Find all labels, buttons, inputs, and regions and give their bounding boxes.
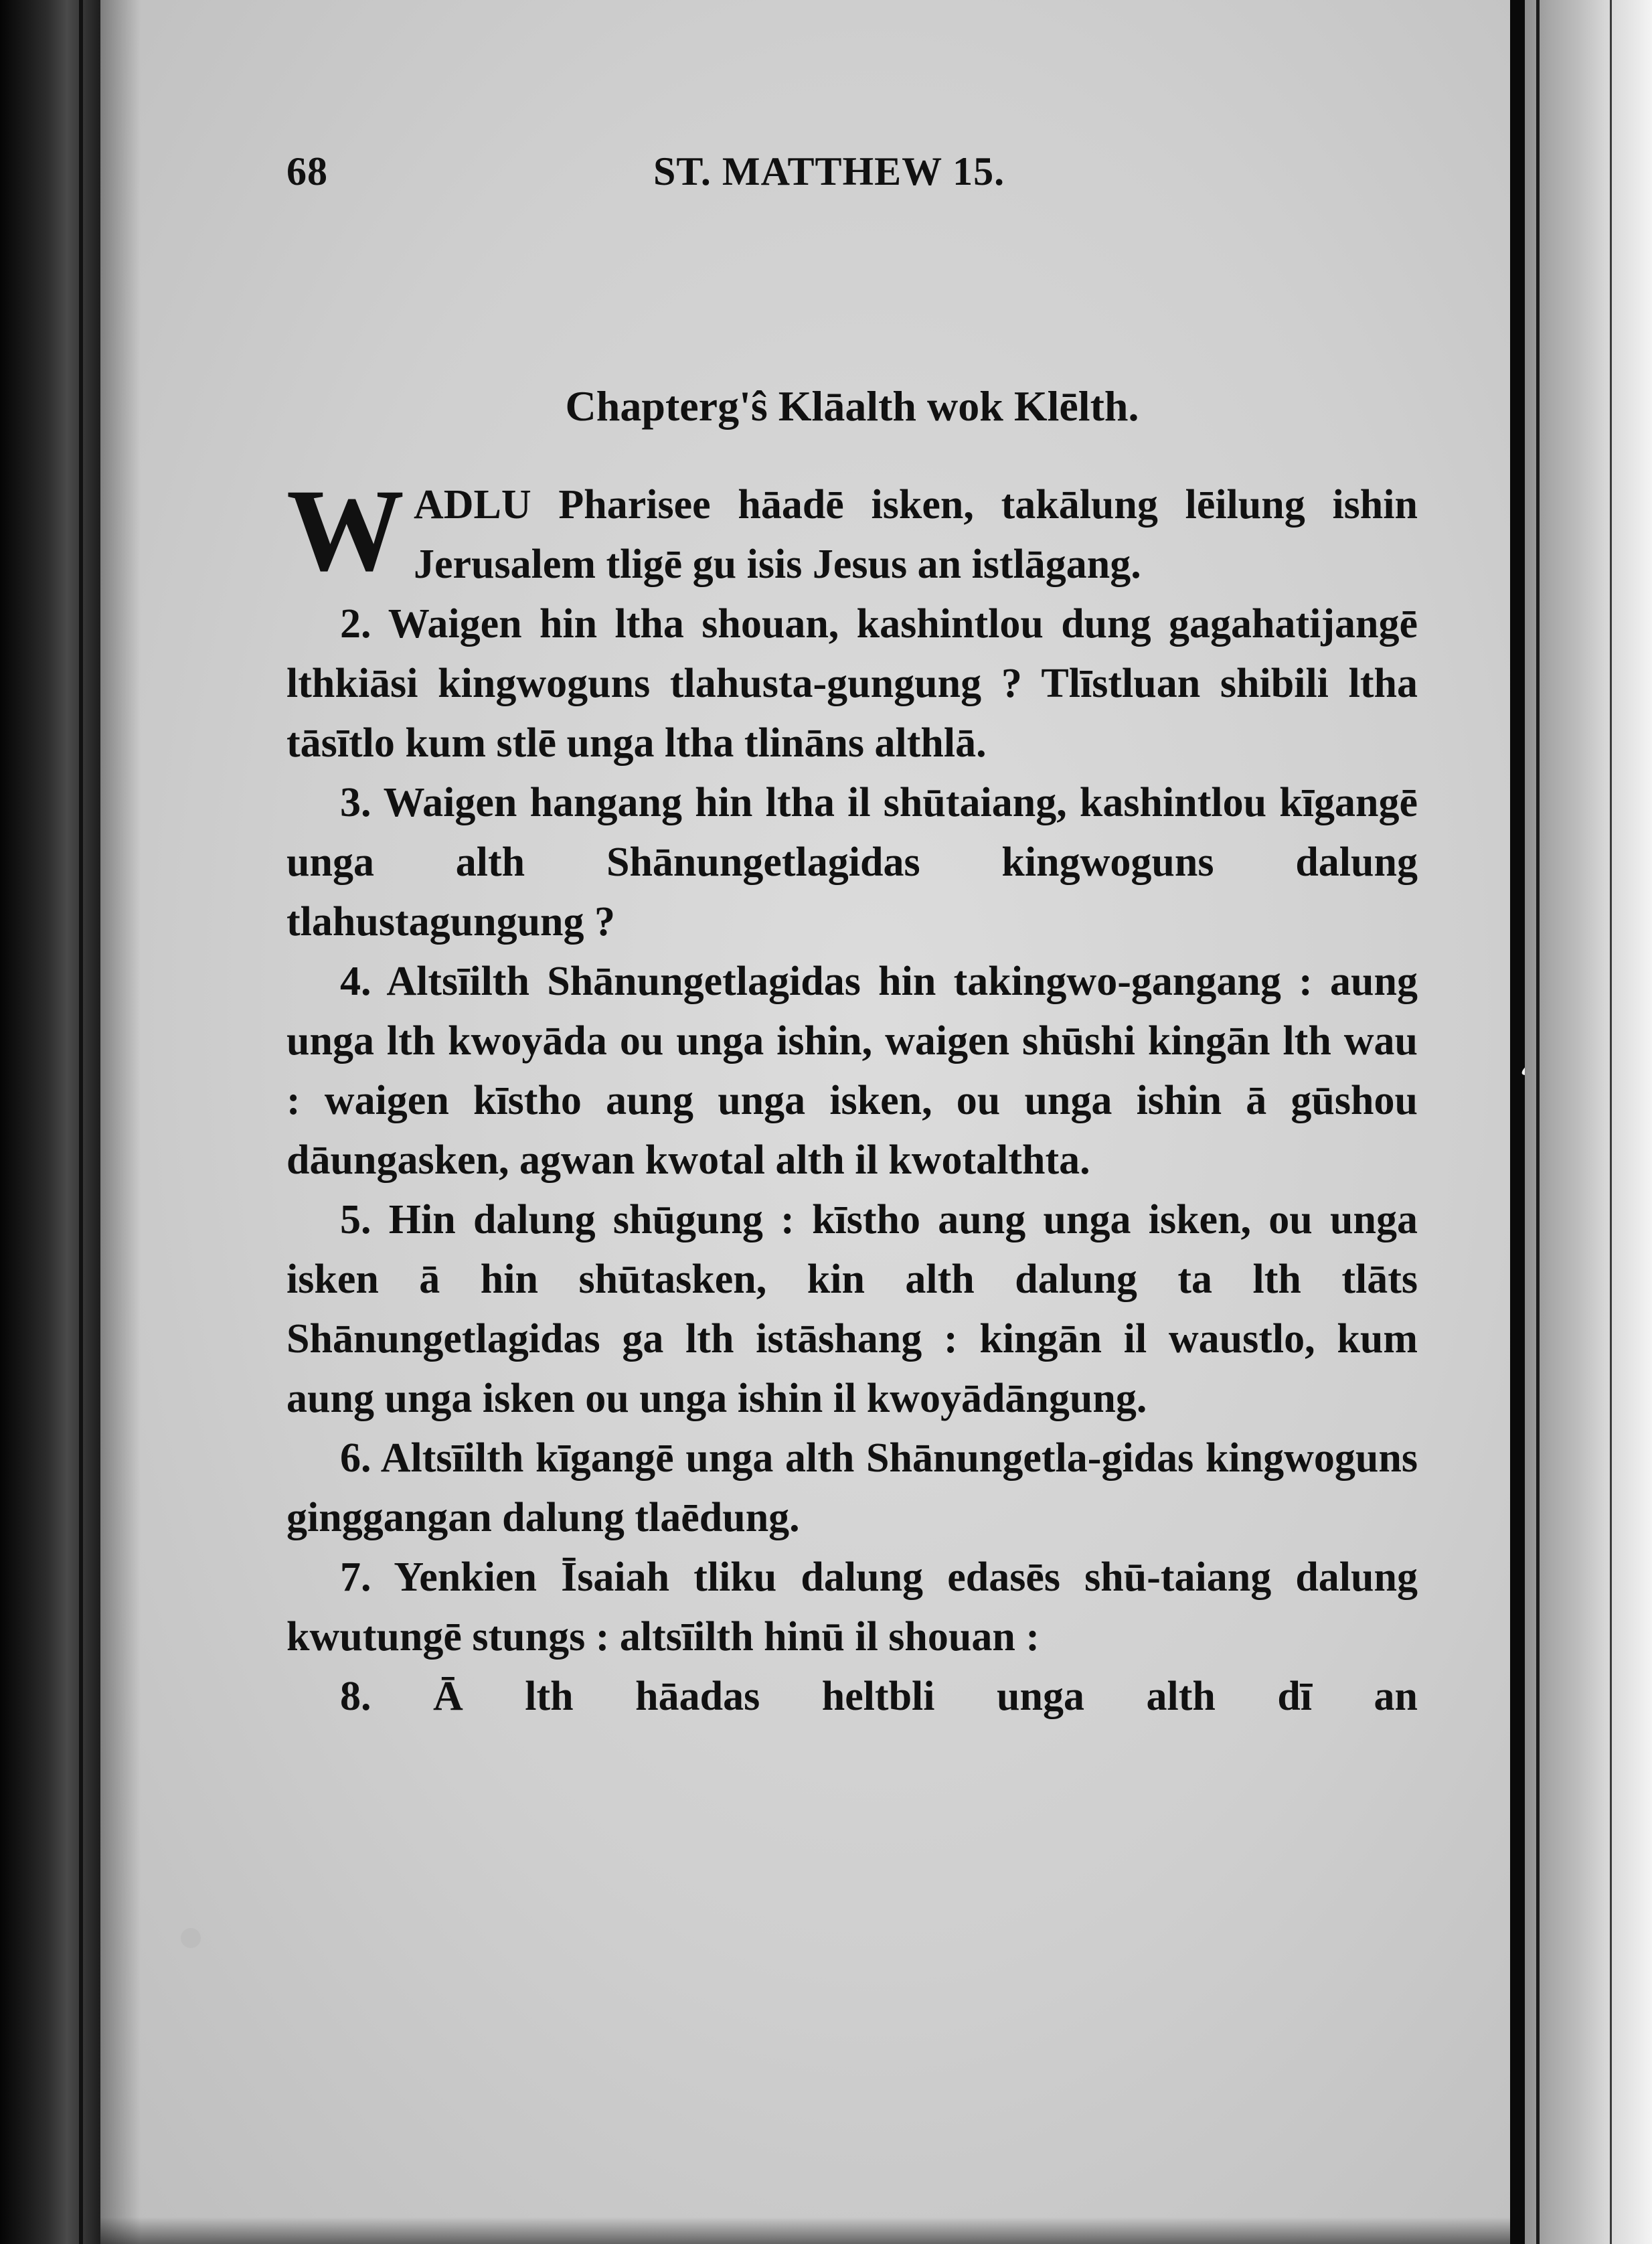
page-number: 68 [286,149,328,193]
verse-5 [286,1190,1418,1429]
bottom-shadow [100,2217,1510,2244]
verse-text: Yenkien Īsaiah tliku dalung edasēs shū-taiang dalung kwutungē stungs : altsīilth hinū il shouan : [286,1554,1418,1660]
verse-7 [286,1548,1418,1667]
book-binding [0,0,100,2244]
page-edge-line-outer [1610,0,1612,2244]
verse-3 [286,773,1418,952]
verse-text: Hin dalung shūgung : kīstho aung unga isken, ou unga isken ā hin shūtasken, kin alth dalung ta lth tlāts Shānungetlagidas ga lth istāshang : kingān il waustlo, kum aung unga isken ou unga ishin il kwoyādāngung. [286,1197,1418,1421]
verse-text: Waigen hin ltha shouan, kashintlou dung gagahatijangē lthkiāsi kingwoguns tlahusta-gungung ? Tlīstluan shibili ltha tāsītlo kum stlē unga ltha tlināns althlā. [286,601,1418,766]
verse-number: 8. [340,1674,371,1719]
verse-6 [286,1429,1418,1548]
gutter-shadow [100,0,141,2244]
page-edge-line [1536,0,1540,2244]
verse-number: 3. [340,780,371,825]
verse-text: ADLU Pharisee hāadē isken, takālung lēilung ishin Jerusalem tligē gu isis Jesus an istlāgang. [414,482,1418,587]
scan-speck [181,1928,201,1948]
verse-list [286,465,1418,1727]
drop-cap: W [286,465,404,596]
verse-8 [286,1667,1418,1727]
running-title: ST. MATTHEW 15. [653,149,1005,193]
verse-number: 2. [340,601,371,647]
page-edges [1525,0,1652,2244]
binding-edge-line [79,0,83,2244]
verse-2 [286,594,1418,773]
verse-number: 5. [340,1197,371,1243]
verse-1 [286,465,1418,596]
verse-number: 4. [340,959,371,1004]
verse-text: Waigen hangang hin ltha il shūtaiang, kashintlou kīgangē unga alth Shānungetlagidas kingwoguns dalung tlahustagungung ? [286,780,1418,945]
verse-text: Altsīilth kīgangē unga alth Shānungetla-gidas kingwoguns ginggangan dalung tlaēdung. [286,1435,1418,1540]
verse-text: Altsīilth Shānungetlagidas hin takingwo-gangang : aung unga lth kwoyāda ou unga ishin, waigen shūshi kingān lth wau : waigen kīstho aung unga isken, ou unga ishin ā gūshou dāungasken, agwan kwotal alth il kwotalthta. [286,959,1418,1183]
verse-number: 6. [340,1435,371,1481]
page-sheet [100,0,1510,2244]
chapter-heading: Chapterg'ŝ Klāalth wok Klēlth. [565,382,1139,430]
verse-text: Ā lth hāadas heltbli unga alth dī an [433,1674,1418,1719]
verse-number: 7. [340,1554,371,1600]
verse-4 [286,952,1418,1190]
running-head [286,149,1210,195]
